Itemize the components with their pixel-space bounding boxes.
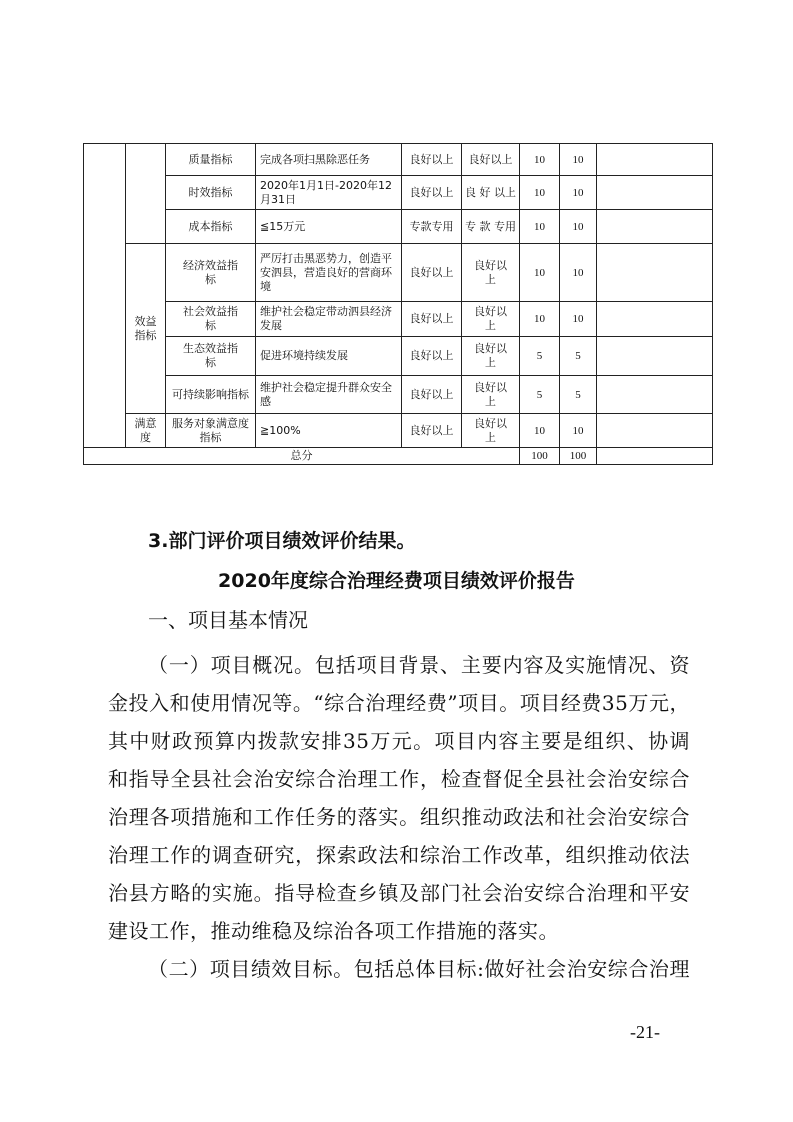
actual-value: 良好以上 bbox=[462, 414, 520, 448]
target-value: 良好以上 bbox=[402, 376, 462, 414]
sub-indicator: 服务对象满意度指标 bbox=[166, 414, 256, 448]
score-value: 10 bbox=[560, 176, 597, 210]
note-cell bbox=[597, 176, 713, 210]
sub-indicator: 生态效益指标 bbox=[166, 337, 256, 376]
paragraph-line: 和指导全县社会治安综合治理工作，检查督促全县社会治安综合 bbox=[108, 767, 690, 791]
actual-value: 良好以上 bbox=[462, 244, 520, 302]
document-title: 2020年度综合治理经费项目绩效评价报告 bbox=[218, 570, 575, 592]
target-value: 良好以上 bbox=[402, 414, 462, 448]
total-weight: 100 bbox=[520, 448, 560, 465]
sub-indicator: 经济效益指标 bbox=[166, 244, 256, 302]
paragraph-text-part: “综合治理经费”项目。项目经费35万元， bbox=[313, 691, 690, 715]
table-row bbox=[84, 302, 713, 337]
actual-value: 良好以上 bbox=[462, 376, 520, 414]
paragraph-bold-part: （二）项目绩效目标。 bbox=[148, 957, 354, 981]
weight-value: 10 bbox=[520, 210, 560, 244]
weight-value: 10 bbox=[520, 302, 560, 337]
actual-value: 良好以上 bbox=[462, 337, 520, 376]
paragraph-line: 治县方略的实施。指导检查乡镇及部门社会治安综合治理和平安 bbox=[108, 881, 690, 905]
sub-indicator: 可持续影响指标 bbox=[166, 376, 256, 414]
heading-basic-info: 一、项目基本情况 bbox=[148, 608, 308, 632]
weight-value: 10 bbox=[520, 176, 560, 210]
score-value: 10 bbox=[560, 210, 597, 244]
weight-value: 10 bbox=[520, 144, 560, 176]
indicator-content: 2020年1月1日-2020年12月31日 bbox=[256, 176, 402, 210]
weight-value: 10 bbox=[520, 414, 560, 448]
sub-indicator: 成本指标 bbox=[166, 210, 256, 244]
paragraph-line: 其中财政预算内拨款安排35万元。项目内容主要是组织、协调 bbox=[108, 729, 690, 753]
weight-value: 10 bbox=[520, 244, 560, 302]
paragraph-line bbox=[148, 954, 690, 984]
score-value: 5 bbox=[560, 376, 597, 414]
target-value: 良好以上 bbox=[402, 244, 462, 302]
indicator-content: 维护社会稳定提升群众安全感 bbox=[256, 376, 402, 414]
table-row bbox=[84, 414, 713, 448]
weight-value: 5 bbox=[520, 337, 560, 376]
benefit-group-cell: 效益指标 bbox=[126, 244, 166, 414]
actual-value: 专 款 专用 bbox=[462, 210, 520, 244]
table-row bbox=[84, 337, 713, 376]
note-cell bbox=[597, 144, 713, 176]
sub-indicator: 时效指标 bbox=[166, 176, 256, 210]
paragraph-text-part: 包括总体目标:做好社会治安综合治理 bbox=[353, 957, 691, 981]
table-row bbox=[84, 210, 713, 244]
actual-value: 良好以上 bbox=[462, 144, 520, 176]
table-row bbox=[84, 244, 713, 302]
total-row bbox=[84, 448, 713, 465]
table-row bbox=[84, 144, 713, 176]
score-value: 10 bbox=[560, 244, 597, 302]
output-group-cell bbox=[126, 144, 166, 244]
note-cell bbox=[597, 210, 713, 244]
satisfaction-group-cell: 满意度 bbox=[126, 414, 166, 448]
score-value: 5 bbox=[560, 337, 597, 376]
paragraph-line: 建设工作，推动维稳及综治各项工作措施的落实。 bbox=[108, 919, 559, 943]
note-cell bbox=[597, 448, 713, 465]
sub-indicator: 质量指标 bbox=[166, 144, 256, 176]
note-cell bbox=[597, 337, 713, 376]
paragraph-line: 治理工作的调查研究，探索政法和综治工作改革，组织推动依法 bbox=[108, 843, 690, 867]
indicator-content: 维护社会稳定带动泗县经济发展 bbox=[256, 302, 402, 337]
actual-value: 良好以上 bbox=[462, 302, 520, 337]
table-row bbox=[84, 376, 713, 414]
actual-value: 良 好 以上 bbox=[462, 176, 520, 210]
note-cell bbox=[597, 414, 713, 448]
indicator-content: 完成各项扫黑除恶任务 bbox=[256, 144, 402, 176]
paragraph-line: （一）项目概况。包括项目背景、主要内容及实施情况、资 bbox=[148, 653, 690, 677]
target-value: 良好以上 bbox=[402, 337, 462, 376]
outer-category-cell bbox=[84, 144, 126, 448]
target-value: 良好以上 bbox=[402, 144, 462, 176]
score-value: 10 bbox=[560, 414, 597, 448]
weight-value: 5 bbox=[520, 376, 560, 414]
indicator-content: ≦15万元 bbox=[256, 210, 402, 244]
indicator-content: 严厉打击黑恶势力，创造平安泗县，营造良好的营商环境 bbox=[256, 244, 402, 302]
total-score: 100 bbox=[560, 448, 597, 465]
score-value: 10 bbox=[560, 144, 597, 176]
indicator-content: ≧100% bbox=[256, 414, 402, 448]
table-row bbox=[84, 176, 713, 210]
indicator-content: 促进环境持续发展 bbox=[256, 337, 402, 376]
target-value: 良好以上 bbox=[402, 176, 462, 210]
total-label: 总分 bbox=[84, 448, 520, 465]
performance-table bbox=[83, 143, 713, 465]
page-number: -21- bbox=[630, 1022, 660, 1042]
sub-indicator: 社会效益指标 bbox=[166, 302, 256, 337]
note-cell bbox=[597, 376, 713, 414]
score-value: 10 bbox=[560, 302, 597, 337]
paragraph-bold-part: 金投入和使用情况等。 bbox=[108, 691, 314, 715]
section-heading: 3.部门评价项目绩效评价结果。 bbox=[148, 530, 416, 552]
note-cell bbox=[597, 244, 713, 302]
note-cell bbox=[597, 302, 713, 337]
paragraph-line: 治理各项措施和工作任务的落实。组织推动政法和社会治安综合 bbox=[108, 805, 690, 829]
paragraph-line bbox=[108, 688, 690, 718]
target-value: 专款专用 bbox=[402, 210, 462, 244]
target-value: 良好以上 bbox=[402, 302, 462, 337]
